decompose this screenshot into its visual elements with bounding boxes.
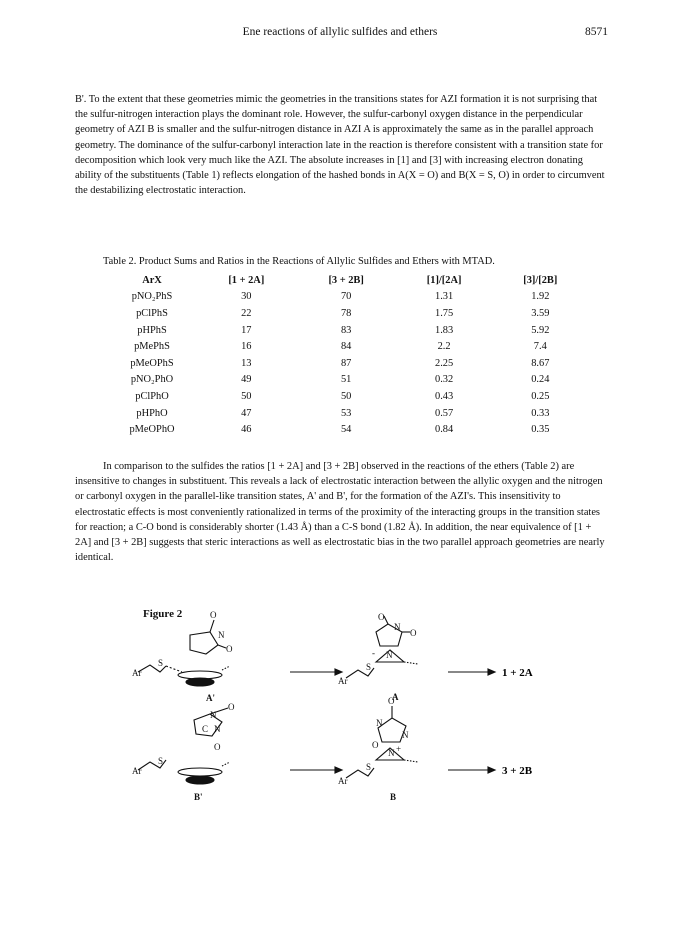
table-cell: pNO₂PhO: [130, 374, 174, 386]
figure-2-diagram: [110, 610, 580, 810]
table-row: [108, 405, 588, 422]
table-cell: 7.4: [533, 341, 547, 353]
label-n: N: [402, 730, 409, 740]
label-n: N: [394, 622, 401, 632]
label-s: S: [158, 658, 164, 668]
label-b: B: [390, 792, 397, 802]
table-cell: 78: [340, 307, 352, 319]
table-cell: 3.59: [531, 307, 550, 319]
page-number: 8571: [585, 26, 608, 38]
table-cell: pHPhS: [137, 324, 167, 336]
label-ar: Ar: [132, 668, 142, 678]
table-cell: 17: [241, 324, 252, 336]
table-header-row: [108, 272, 588, 289]
label-o: O: [410, 628, 417, 638]
table-cell: 70: [340, 291, 352, 303]
paragraph-1: B'. To the extent that these geometries mimic the geometries in the transitions states for AZI formation it is not surprising that the sulfur-nitrogen interaction plays the dominant role. However, the sulfur-carbonyl oxygen distance in the perpendicular geometry of AZI B is smaller and the sulfur-nitrogen distance in AZI A is approximately the same as in the parallel approach geometry. The dominance of the sulfur-carbonyl interaction late in the reaction is therefore consistent with a transition state for decomposition which look very much like the AZI. The absolute increases in [1] and [3] with increasing electron donating ability of the substituents (Table 1) reflects elongation of the hashed bonds in A(X = O) and B(X = S, O) in order to circumvent the destabilizing electrostatic interaction.: [75, 94, 605, 197]
data-table: [108, 272, 588, 438]
label-s: S: [158, 756, 164, 766]
table-cell: 30: [241, 291, 252, 303]
table-cell: 84: [340, 341, 352, 353]
table-row: [108, 421, 588, 438]
table-cell: 53: [340, 407, 352, 419]
table-row: [108, 355, 588, 372]
table-cell: pClPhO: [135, 390, 169, 402]
label-a-prime: A': [206, 693, 215, 703]
col-header: [3 + 2B]: [328, 274, 364, 286]
table-row: [108, 289, 588, 306]
structure-a: [346, 616, 418, 678]
table-cell: 8.67: [531, 357, 550, 369]
table-cell: 16: [241, 341, 252, 353]
table-cell: 54: [340, 424, 352, 436]
table-cell: 0.24: [531, 374, 550, 386]
label-b-prime: B': [194, 792, 203, 802]
table-cell: 0.25: [531, 390, 550, 402]
col-header: [1 + 2A]: [228, 274, 265, 286]
table-cell: 0.84: [435, 424, 454, 436]
label-ar: Ar: [338, 776, 348, 786]
table-cell: 0.35: [531, 424, 550, 436]
label-n: N: [386, 650, 393, 660]
table-cell: 51: [340, 374, 352, 386]
figure-title: Figure 2: [143, 608, 183, 620]
table-cell: pClPhS: [136, 307, 168, 319]
table-row: [108, 388, 588, 405]
table-cell: 0.32: [435, 374, 454, 386]
label-ar: Ar: [132, 766, 142, 776]
table-cell: 2.25: [435, 357, 454, 369]
table-cell: 1.31: [435, 291, 454, 303]
label-a: A: [392, 692, 399, 702]
label-n: N: [388, 748, 395, 758]
paragraph-2: In comparison to the sulfides the ratios [1 + 2A] and [3 + 2B] observed in the reactions of the ethers (Table 2) are insensitive to changes in substituent. This reveals a lack of electrostatic interaction between the allylic oxygen and the nitrogen or carbonyl oxygen in the parallel-like transition states, A' and B', for the formation of the AZI's. This insensitivity to electrostatic effects is most conveniently rationalized in terms of the proximity of the interacting groups in the transition states for reaction; a C-O bond is considerably shorter (1.43 Å) than a C-S bond (1.82 Å). In addition, the near equivalence of [1 + 2A] and [3 + 2B] suggests that steric interactions as well as electrostatic bias in the two parallel approach geometries are nearly identical.: [75, 461, 605, 564]
running-title: Ene reactions of allylic sulfides and ethers: [242, 26, 438, 38]
label-c: C: [202, 724, 209, 734]
label-o: O: [228, 702, 235, 712]
structure-a-prime: [138, 620, 230, 686]
label-o: O: [372, 740, 379, 750]
table-row: [108, 372, 588, 389]
label-ar: Ar: [338, 676, 348, 686]
table-cell: 0.43: [435, 390, 454, 402]
label-o: O: [214, 742, 221, 752]
table-cell: 0.57: [435, 407, 454, 419]
table-cell: 1.92: [531, 291, 550, 303]
table-cell: 13: [241, 357, 252, 369]
table-row: [108, 305, 588, 322]
table-caption: Table 2. Product Sums and Ratios in the Reactions of Allylic Sulfides and Ethers with MTAD.: [103, 256, 495, 267]
table-cell: 47: [241, 407, 252, 419]
label-o: O: [378, 612, 385, 622]
label-plus: +: [396, 744, 402, 754]
table-cell: pMeOPhO: [129, 424, 175, 436]
table-cell: 87: [340, 357, 352, 369]
table-cell: 0.33: [531, 407, 550, 419]
col-header: [3]/[2B]: [523, 274, 558, 286]
label-o: O: [210, 610, 217, 620]
table-cell: 46: [241, 424, 252, 436]
table-cell: pNO₂PhS: [131, 291, 173, 303]
table-cell: 50: [241, 390, 252, 402]
label-n: N: [376, 718, 383, 728]
table-cell: 83: [340, 324, 352, 336]
label-minus: -: [372, 648, 375, 658]
structure-b: [346, 706, 418, 778]
table-cell: 50: [340, 390, 352, 402]
table-cell: 1.75: [435, 307, 454, 319]
table-cell: pMePhS: [134, 341, 170, 353]
label-s: S: [366, 662, 372, 672]
table-cell: 22: [241, 307, 252, 319]
col-header: [1]/[2A]: [426, 274, 462, 286]
col-header: ArX: [142, 274, 162, 286]
label-n: N: [210, 710, 217, 720]
table-cell: 49: [241, 374, 252, 386]
table-cell: pMeOPhS: [130, 357, 174, 369]
table-cell: pHPhO: [136, 407, 168, 419]
label-o: O: [226, 644, 233, 654]
label-n: N: [214, 724, 221, 734]
table-cell: 1.83: [435, 324, 454, 336]
label-o: O: [388, 696, 395, 706]
result-2: 3 + 2B: [502, 765, 533, 777]
table-row: [108, 322, 588, 339]
label-s: S: [366, 762, 372, 772]
label-n: N: [218, 630, 225, 640]
table-cell: 5.92: [531, 324, 550, 336]
table-row: [108, 338, 588, 355]
page-header: [0, 26, 680, 42]
table-body: [108, 289, 588, 438]
result-1: 1 + 2A: [502, 667, 533, 679]
table-cell: 2.2: [437, 341, 451, 353]
